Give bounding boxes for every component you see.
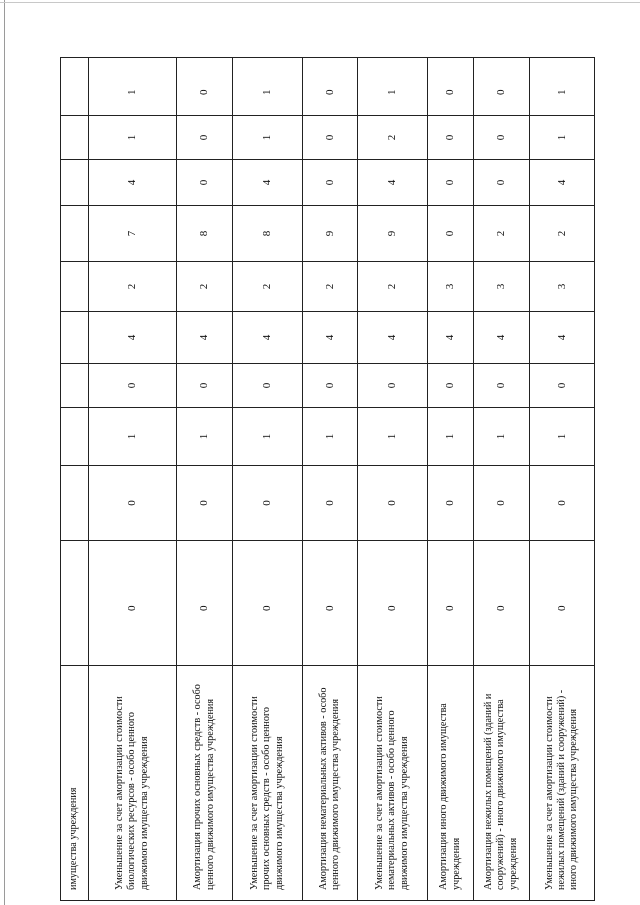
value-cell: 4 <box>233 160 303 206</box>
value-cell: 0 <box>530 466 595 541</box>
value-cell: 9 <box>358 206 428 262</box>
value-cell: 3 <box>530 262 595 312</box>
empty-cell <box>61 541 89 666</box>
value-cell: 4 <box>303 312 358 364</box>
table-row <box>177 58 233 901</box>
value-cell: 0 <box>303 160 358 206</box>
value-cell: 0 <box>89 466 177 541</box>
value-cell: 1 <box>530 58 595 116</box>
value-cell: 1 <box>89 58 177 116</box>
row-label: Уменьшение за счет амортизации стоимости прочих основных средств - особо ценного движимого имущества учреждения <box>233 666 303 901</box>
value-cell: 0 <box>177 364 233 408</box>
value-cell: 0 <box>474 58 530 116</box>
table-row <box>530 58 595 901</box>
value-cell: 1 <box>474 408 530 466</box>
value-cell: 2 <box>530 206 595 262</box>
row-label: Уменьшение за счет амортизации стоимости нежилых помещений (зданий и сооружений) - иного движимого имущества учреждения <box>530 666 595 901</box>
value-cell: 0 <box>303 116 358 160</box>
row-label: имущества учреждения <box>61 666 89 901</box>
value-cell: 1 <box>358 408 428 466</box>
value-cell: 1 <box>233 58 303 116</box>
table-row <box>474 58 530 901</box>
value-cell: 0 <box>177 116 233 160</box>
value-cell: 0 <box>474 116 530 160</box>
value-cell: 1 <box>233 116 303 160</box>
value-cell: 0 <box>303 541 358 666</box>
value-cell: 4 <box>177 312 233 364</box>
empty-cell <box>61 160 89 206</box>
value-cell: 1 <box>358 58 428 116</box>
value-cell: 4 <box>474 312 530 364</box>
value-cell: 0 <box>358 364 428 408</box>
value-cell: 0 <box>474 466 530 541</box>
value-cell: 1 <box>530 116 595 160</box>
value-cell: 0 <box>303 364 358 408</box>
rotated-page-content <box>60 58 580 901</box>
value-cell: 0 <box>530 541 595 666</box>
value-cell: 0 <box>428 116 474 160</box>
row-label: Уменьшение за счет амортизации стоимости биологических ресурсов - особо ценного движимого имущества учреждения <box>89 666 177 901</box>
value-cell: 8 <box>177 206 233 262</box>
value-cell: 4 <box>530 160 595 206</box>
value-cell: 0 <box>177 160 233 206</box>
row-label: Амортизация прочих основных средств - особо ценного движимого имущества учреждения <box>177 666 233 901</box>
empty-cell <box>61 116 89 160</box>
table-row <box>358 58 428 901</box>
value-cell: 1 <box>428 408 474 466</box>
value-cell: 0 <box>428 160 474 206</box>
value-cell: 9 <box>303 206 358 262</box>
value-cell: 1 <box>233 408 303 466</box>
value-cell: 1 <box>530 408 595 466</box>
value-cell: 2 <box>177 262 233 312</box>
empty-cell <box>61 262 89 312</box>
value-cell: 2 <box>474 206 530 262</box>
value-cell: 0 <box>474 541 530 666</box>
scan-border-line <box>4 0 5 905</box>
value-cell: 0 <box>303 58 358 116</box>
value-cell: 2 <box>303 262 358 312</box>
value-cell: 0 <box>233 364 303 408</box>
table-row <box>233 58 303 901</box>
empty-cell <box>61 408 89 466</box>
value-cell: 0 <box>530 364 595 408</box>
value-cell: 4 <box>358 312 428 364</box>
value-cell: 8 <box>233 206 303 262</box>
value-cell: 0 <box>89 541 177 666</box>
table-row <box>428 58 474 901</box>
value-cell: 0 <box>233 541 303 666</box>
value-cell: 4 <box>233 312 303 364</box>
value-cell: 0 <box>177 541 233 666</box>
empty-cell <box>61 466 89 541</box>
amortization-accounts-table <box>60 57 595 901</box>
value-cell: 0 <box>89 364 177 408</box>
value-cell: 1 <box>89 408 177 466</box>
table-row <box>89 58 177 901</box>
value-cell: 4 <box>530 312 595 364</box>
row-label: Амортизация иного движимого имущества учреждения <box>428 666 474 901</box>
value-cell: 4 <box>89 312 177 364</box>
empty-cell <box>61 364 89 408</box>
value-cell: 0 <box>233 466 303 541</box>
value-cell: 0 <box>177 466 233 541</box>
value-cell: 1 <box>177 408 233 466</box>
value-cell: 0 <box>358 466 428 541</box>
value-cell: 7 <box>89 206 177 262</box>
value-cell: 2 <box>358 262 428 312</box>
value-cell: 3 <box>474 262 530 312</box>
value-cell: 0 <box>428 206 474 262</box>
scan-border-line <box>0 2 640 3</box>
value-cell: 0 <box>428 466 474 541</box>
value-cell: 0 <box>428 364 474 408</box>
row-label: Амортизация нежилых помещений (зданий и сооружений) - иного движимого имущества учреждения <box>474 666 530 901</box>
value-cell: 0 <box>303 466 358 541</box>
value-cell: 2 <box>89 262 177 312</box>
value-cell: 0 <box>358 541 428 666</box>
value-cell: 4 <box>428 312 474 364</box>
value-cell: 1 <box>89 116 177 160</box>
empty-cell <box>61 58 89 116</box>
value-cell: 4 <box>89 160 177 206</box>
value-cell: 0 <box>428 541 474 666</box>
value-cell: 1 <box>303 408 358 466</box>
value-cell: 0 <box>474 160 530 206</box>
value-cell: 0 <box>428 58 474 116</box>
value-cell: 0 <box>474 364 530 408</box>
table-row <box>303 58 358 901</box>
empty-cell <box>61 206 89 262</box>
value-cell: 4 <box>358 160 428 206</box>
row-label: Амортизация нематериальных активов - особо ценного движимого имущества учреждения <box>303 666 358 901</box>
value-cell: 2 <box>358 116 428 160</box>
value-cell: 3 <box>428 262 474 312</box>
empty-cell <box>61 312 89 364</box>
row-label: Уменьшение за счет амортизации стоимости нематериальных активов - особо ценного движимого имущества учреждения <box>358 666 428 901</box>
table-header-row <box>61 58 89 901</box>
value-cell: 2 <box>233 262 303 312</box>
value-cell: 0 <box>177 58 233 116</box>
